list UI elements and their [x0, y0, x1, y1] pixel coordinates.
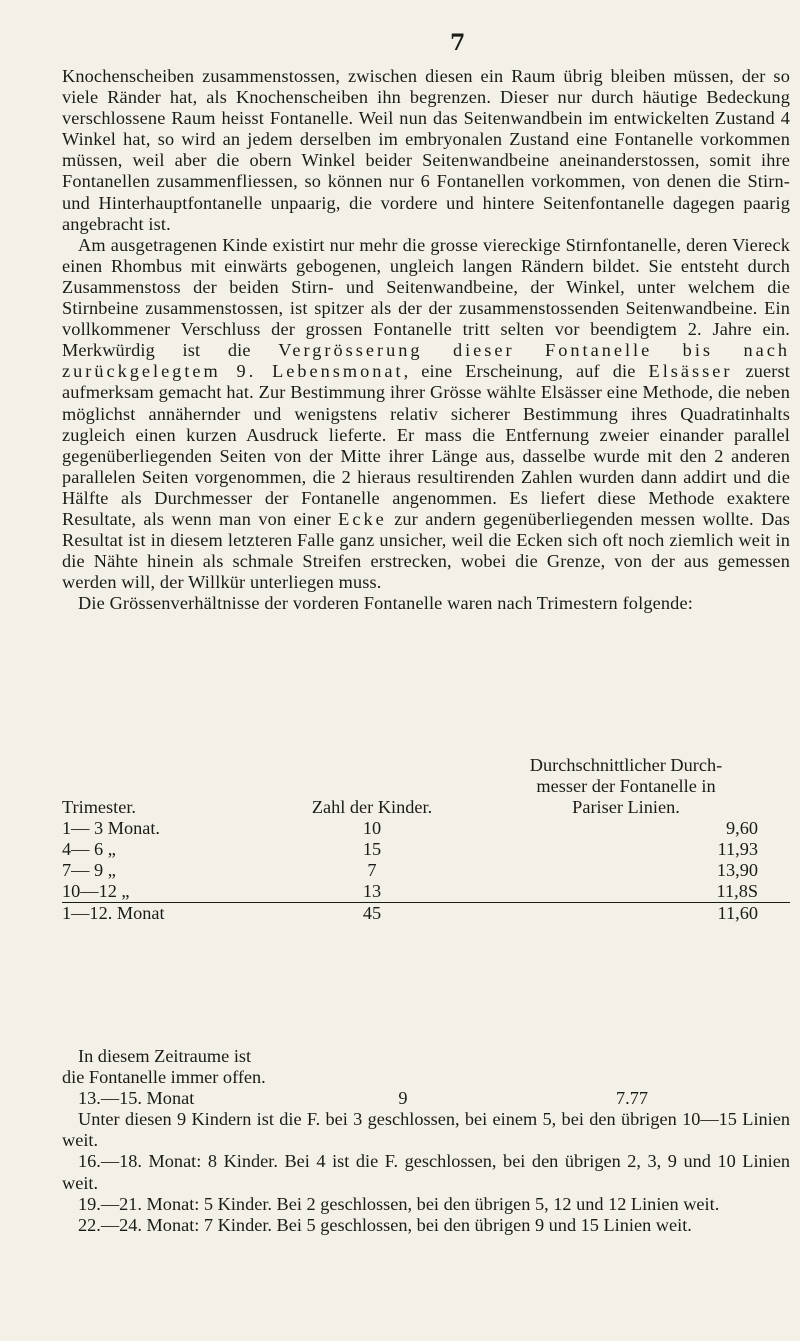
tail-text: [62, 1046, 790, 1236]
table-row: 13.—15. Monat 9 7.77: [78, 1088, 648, 1109]
tail-line: die Fontanelle immer offen.: [62, 1067, 266, 1088]
column-header: Pariser Linien.: [572, 797, 680, 817]
trimester-table: [62, 755, 790, 924]
spaced-name: Elsässer: [648, 361, 733, 382]
table-row: 4— 6 „ 15 11,93: [62, 839, 758, 859]
spaced-emphasis: Ecke: [338, 508, 387, 529]
column-header: Trimester.: [62, 797, 136, 817]
page-number: 7: [450, 30, 466, 56]
paragraph: Am ausgetragenen Kinde existirt nur mehr die grosse viereckige Stirnfontanelle, deren Viereck einen Rhombus mit einwärts gebogenen, ungleich langen Rändern bildet. Sie entsteht durch Zusammenstoss der beiden Stirn- und Seitenwandbeine, der Winkel, unter welchem die Stirnbeine zusammenstossen, ist spitzer als der der zusammenstossenden Seitenwandbeine. Ein vollkommener Verschluss der grossen Fontanelle tritt selten vor beendigtem 2. Jahre ein. Merkwürdig ist die Vergrösserung dieser Fontanelle bis nach zurückgelegtem 9. Lebensmonat, eine Erscheinung, auf die Elsässer zuerst aufmerksam gemacht hat. Zur Bestimmung ihrer Grösse wählte Elsässer eine Methode, die neben möglichst annähernder und wenigstens relativ sicherer Bestimmung ihres Quadratinhalts zugleich einen kurzen Ausdruck lieferte. Er mass die Entfernung zweier einander parallel gegenüberliegenden Seiten von der Mitte ihrer Länge aus, dasselbe wurde mit den 2 anderen parallelen Seiten vorgenommen, die 2 hieraus resultirenden Zahlen wurden dann addirt und die Hälfte als Durchmesser der Fontanelle angenommen. Es liefert diese Methode exaktere Resultate, als wenn man von einer Ecke zur andern gegenüberliegenden messen wollte. Das Resultat ist in diesem letzteren Falle ganz unsicher, weil die Ecken sich oft noch ziemlich weit in die Nähte hinein als schmale Streifen erstrecken, wobei die Grenze, von der aus gemessen werden will, der Willkür unterliegen muss.: [62, 234, 790, 593]
paragraph: Knochenscheiben zusammenstossen, zwischen diesen ein Raum übrig bleiben müssen, der so viele Ränder hat, als Knochenscheiben ihn begrenzen. Dieser nur durch häutige Bedeckung verschlossene Raum heisst Fontanelle. Weil nun das Seitenwandbein im entwickelten Zustand 4 Winkel hat, so wird an jedem derselben im embryonalen Zustand eine Fontanelle vorkommen müssen, weil aber die obern Winkel beider Seitenwandbeine aneinanderstossen, somit ihre Fontanellen zusammenfliessen, so können nur 6 Fontanellen vorkommen, von denen die Stirn- und Hinterhauptfontanelle unpaarig, die vordere und hintere Seitenfontanelle dagegen paarig angebracht ist.: [62, 66, 790, 234]
table-row: 1— 3 Monat. 10 9,60: [62, 818, 758, 838]
table-row: 7— 9 „ 7 13,90: [62, 860, 758, 880]
paragraph: 19.—21. Monat: 5 Kinder. Bei 2 geschlossen, bei den übrigen 5, 12 und 12 Linien weit.: [78, 1193, 720, 1214]
table-header-row: [62, 797, 790, 818]
paragraph: 22.—24. Monat: 7 Kinder. Bei 5 geschlossen, bei den übrigen 9 und 15 Linien weit.: [78, 1214, 692, 1235]
paragraph: Unter diesen 9 Kindern ist die F. bei 3 geschlossen, bei einem 5, bei den übrigen 10—15 Linien weit.: [62, 1109, 790, 1151]
table-header-note: Durchschnittlicher Durch- messer der Fontanelle in: [529, 755, 723, 796]
table-row: 10—12 „ 13 11,8S: [62, 881, 758, 901]
spaced-emphasis: Vergrösserung dieser Fontanelle bis nach zurückgelegtem 9. Lebensmonat: [62, 340, 790, 382]
table-total-row: 1—12. Monat 45 11,60: [62, 903, 790, 925]
tail-line: In diesem Zeitraume ist: [78, 1046, 252, 1066]
column-header: Zahl der Kinder.: [311, 797, 433, 817]
paragraph: 16.—18. Monat: 8 Kinder. Bei 4 ist die F. geschlossen, bei den übrigen 2, 3, 9 und 10 Linien weit.: [62, 1151, 790, 1193]
body-text: [62, 66, 790, 614]
paragraph: Die Grössenverhältnisse der vorderen Fontanelle waren nach Trimestern folgende:: [78, 593, 693, 614]
